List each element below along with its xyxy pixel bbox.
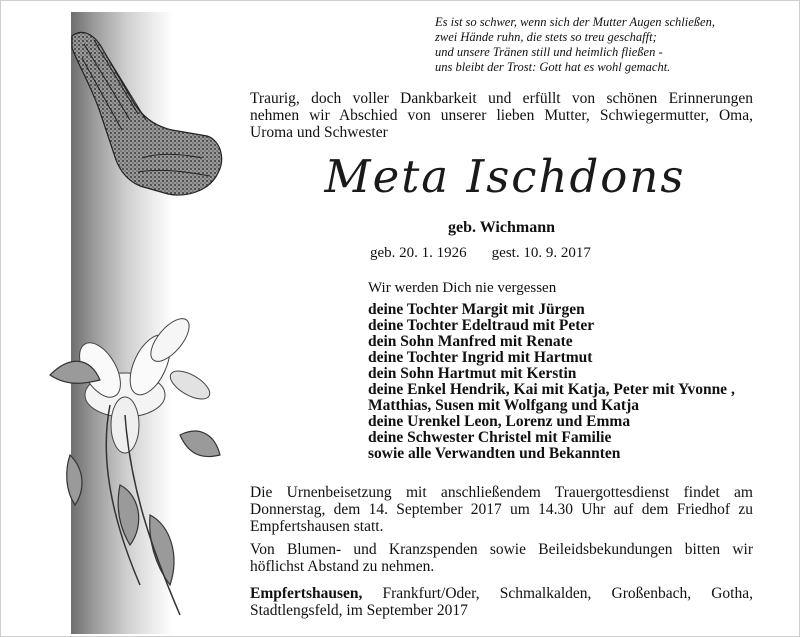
family-line: dein Sohn Hartmut mit Kerstin xyxy=(368,365,577,382)
family-line: deine Tochter Ingrid mit Hartmut xyxy=(368,349,593,366)
family-line: Matthias, Susen mit Wolfgang und Katja xyxy=(368,397,640,414)
poem-line: Es ist so schwer, wenn sich der Mutter Augen schließen, xyxy=(435,15,715,29)
flowers-note-line: höflichst Abstand zu nehmen. xyxy=(250,558,435,575)
intro-line: Uroma und Schwester xyxy=(250,124,388,141)
closing-line-2: Stadtlengsfeld, im September 2017 xyxy=(250,602,468,619)
deceased-name: Meta Ischdons xyxy=(324,150,686,203)
family-line: deine Tochter Edeltraud mit Peter xyxy=(368,317,595,334)
intro-line: nehmen wir Abschied von unserer lieben Mutter, Schwiegermutter, Oma, xyxy=(250,107,753,124)
family-list xyxy=(368,302,735,462)
lily-bouquet-icon xyxy=(30,285,235,630)
birth-date: geb. 20. 1. 1926 xyxy=(370,245,467,261)
family-line: deine Tochter Margit mit Jürgen xyxy=(368,301,585,318)
flowers-note-line: Von Blumen- und Kranzspenden sowie Beileidsbekundungen bitten wir xyxy=(250,541,753,558)
intro-line: Traurig, doch voller Dankbarkeit und erfüllt von schönen Erinnerungen xyxy=(250,90,753,107)
maiden-name: geb. Wichmann xyxy=(448,219,555,236)
tagline: Wir werden Dich nie vergessen xyxy=(368,280,557,296)
family-line: dein Sohn Manfred mit Renate xyxy=(368,333,573,350)
family-line: deine Urenkel Leon, Lorenz und Emma xyxy=(368,413,631,430)
funeral-notice xyxy=(250,484,753,535)
death-date: gest. 10. 9. 2017 xyxy=(491,245,591,261)
poem-line: und unsere Tränen still und heimlich fließen - xyxy=(435,45,663,59)
family-line: deine Enkel Hendrik, Kai mit Katja, Peter mit Yvonne , xyxy=(368,381,735,398)
intro-text xyxy=(250,90,753,141)
funeral-line: Die Urnenbeisetzung mit anschließendem Trauergottesdienst findet am xyxy=(250,484,753,501)
closing-places xyxy=(250,585,753,619)
praying-hands-icon xyxy=(42,8,242,208)
closing-line-1 xyxy=(250,585,753,602)
family-line: deine Schwester Christel mit Familie xyxy=(368,429,612,446)
funeral-line: Empfertshausen statt. xyxy=(250,518,384,535)
life-dates xyxy=(370,245,591,262)
family-line: sowie alle Verwandten und Bekannten xyxy=(368,445,621,462)
funeral-line: Donnerstag, dem 14. September 2017 um 14.30 Uhr auf dem Friedhof zu xyxy=(250,501,753,518)
poem-line: zwei Hände ruhn, die stets so treu geschafft; xyxy=(435,30,657,44)
closing-place: Empfertshausen, xyxy=(250,585,363,602)
closing-line-rest: Frankfurt/Oder, Schmalkalden, Großenbach, Gotha, xyxy=(362,585,753,602)
flowers-note xyxy=(250,541,753,575)
poem xyxy=(435,15,765,75)
poem-line: uns bleibt der Trost: Gott hat es wohl gemacht. xyxy=(435,60,671,74)
